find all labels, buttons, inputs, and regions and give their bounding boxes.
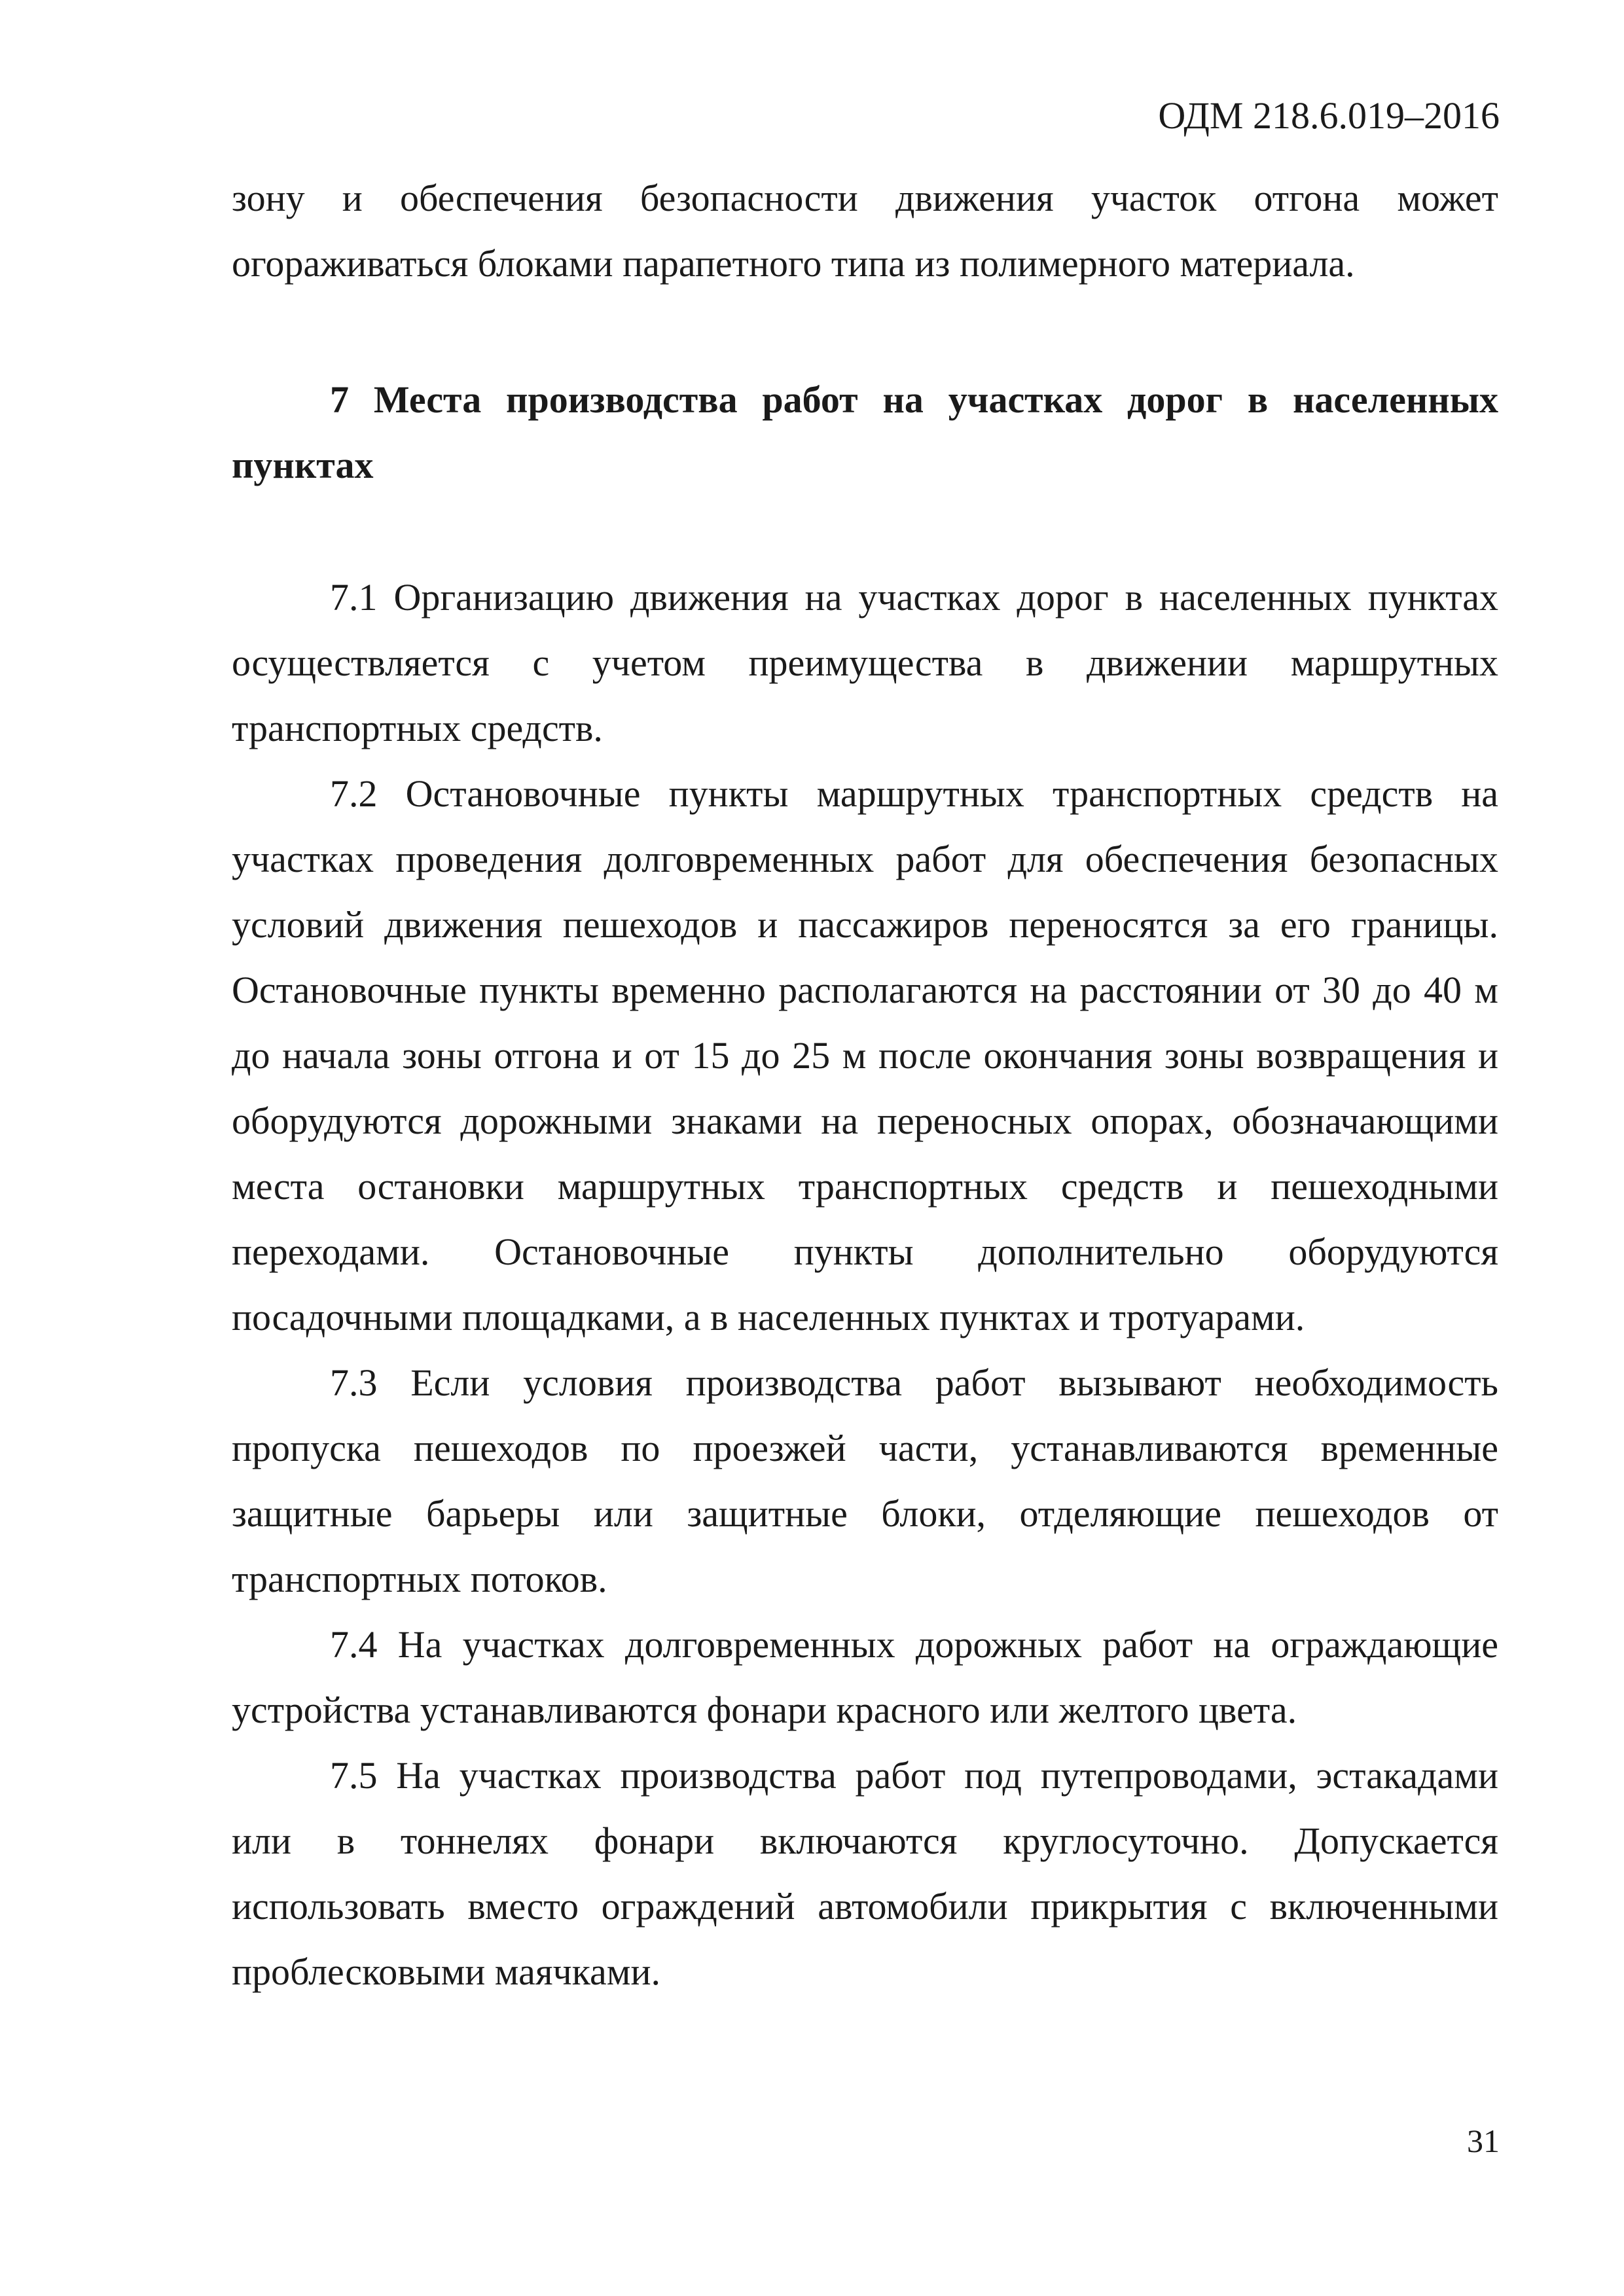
section-heading-block <box>232 367 1498 498</box>
paragraph-7-2: 7.2 Остановочные пункты маршрутных транспортных средств на участках проведения долговременных работ для обеспечения безопасных условий движения пешеходов и пассажиров переносятся за его границы. Остановочные пункты временно располагаются на расстоянии от 30 до 40 м до начала зоны отгона и от 15 до 25 м после окончания зоны возвращения и оборудуются дорожными знаками на переносных опорах, обозначающими места остановки маршрутных транспортных средств и пешеходными переходами. Остановочные пункты дополнительно оборудуются посадочными площадками, а в населенных пунктах и тротуарами. <box>232 772 1498 1338</box>
paragraph-7-3: 7.3 Если условия производства работ вызывают необходимость пропуска пешеходов по проезжей части, устанавливаются временные защитные барьеры или защитные блоки, отделяющие пешеходов от транспортных потоков. <box>232 1361 1498 1600</box>
section-heading: 7 Места производства работ на участках дорог в населенных пунктах <box>232 378 1498 486</box>
continuation-block <box>232 166 1498 296</box>
document-code: ОДМ 218.6.019–2016 <box>1158 94 1500 137</box>
section-body <box>232 565 1498 2005</box>
paragraph-7-1: 7.1 Организацию движения на участках дорог в населенных пунктах осуществляется с учетом преимущества в движении маршрутных транспортных средств. <box>232 576 1498 749</box>
paragraph-7-5: 7.5 На участках производства работ под путепроводами, эстакадами или в тоннелях фонари включаются круглосуточно. Допускается использовать вместо ограждений автомобили прикрытия с включенными проблесковыми маячками. <box>232 1754 1498 1993</box>
paragraph-7-4: 7.4 На участках долговременных дорожных работ на ограждающие устройства устанавливаются фонари красного или желтого цвета. <box>232 1623 1498 1731</box>
continuation-paragraph: зону и обеспечения безопасности движения участок отгона может огораживаться блоками парапетного типа из полимерного материала. <box>232 177 1498 285</box>
page-number: 31 <box>1467 2123 1500 2159</box>
